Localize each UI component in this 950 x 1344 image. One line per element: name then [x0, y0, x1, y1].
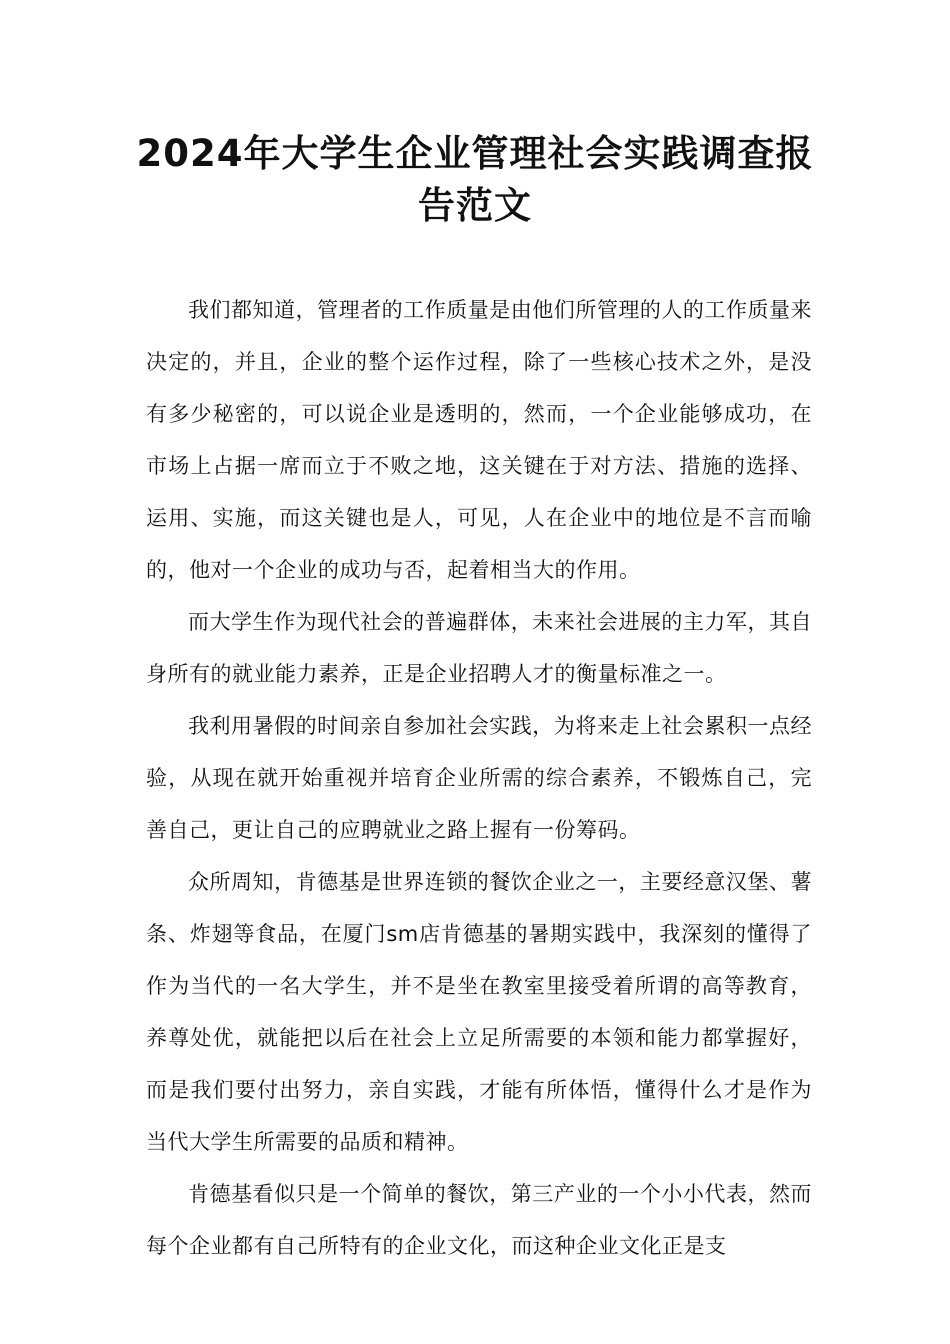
paragraph-4: 众所周知，肯德基是世界连锁的餐饮企业之一，主要经意汉堡、薯条、炸翅等食品，在厦门sm店肯德基的暑期实践中，我深刻的懂得了作为当代的一名大学生，并不是坐在教室里接受着所谓的高等教育，养尊处优，就能把以后在社会上立足所需要的本领和能力都掌握好，而是我们要付出努力，亲自实践，才能有所体悟，懂得什么才是作为当代大学生所需要的品质和精神。: [146, 870, 812, 1154]
paragraph-3: 我利用暑假的时间亲自参加社会实践，为将来走上社会累积一点经验，从现在就开始重视并培育企业所需的综合素养，不锻炼自己，完善自己，更让自己的应聘就业之路上握有一份筹码。: [146, 714, 812, 842]
paragraph-5: 肯德基看似只是一个简单的餐饮，第三产业的一个小小代表，然而每个企业都有自己所特有的企业文化，而这种企业文化正是支: [146, 1182, 812, 1258]
document-title: 2024年大学生企业管理社会实践调查报告范文: [136, 132, 814, 227]
document-body: [146, 284, 812, 1272]
paragraph-2: 而大学生作为现代社会的普遍群体，未来社会进展的主力军，其自身所有的就业能力素养，正是企业招聘人才的衡量标准之一。: [146, 610, 812, 686]
paragraph-1: 我们都知道，管理者的工作质量是由他们所管理的人的工作质量来决定的，并且，企业的整个运作过程，除了一些核心技术之外，是没有多少秘密的，可以说企业是透明的，然而，一个企业能够成功，在市场上占据一席而立于不败之地，这关键在于对方法、措施的选择、运用、实施，而这关键也是人，可见，人在企业中的地位是不言而喻的，他对一个企业的成功与否，起着相当大的作用。: [146, 298, 812, 582]
